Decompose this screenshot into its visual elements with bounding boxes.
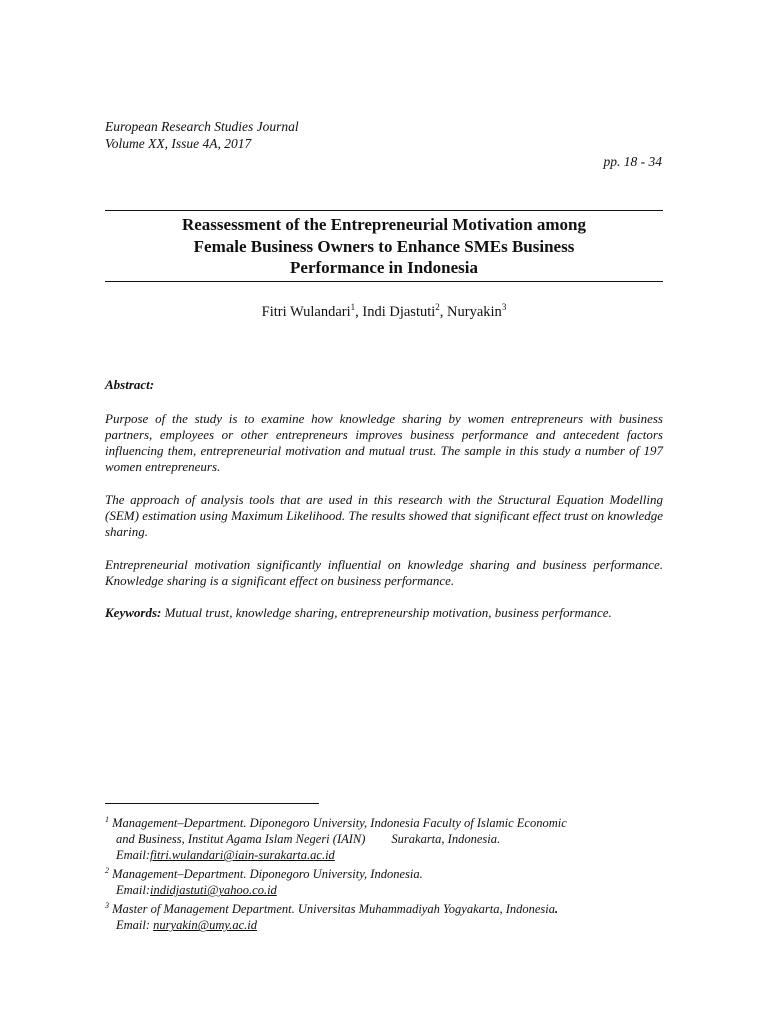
title-line-1: Reassessment of the Entrepreneurial Motivation among	[181, 215, 587, 234]
journal-volume: Volume XX, Issue 4A, 2017	[105, 136, 252, 151]
author-affiliation-mark: 2	[435, 302, 440, 312]
keywords-label: Keywords:	[105, 605, 162, 620]
abstract-paragraph-purpose: Purpose of the study is to examine how knowledge sharing by women entrepreneurs with business partners, employees or other entrepreneurs improves business performance and antecedent factors influencing them, entrepreneurial motivation and mutual trust. The sample in this study a number of 197 women entrepreneurs.	[105, 411, 663, 474]
footnotes	[105, 812, 665, 933]
title-line-3: Performance in Indonesia	[290, 258, 478, 277]
author-affiliation-mark: 3	[501, 302, 507, 312]
page-range: pp. 18 - 34	[603, 154, 662, 169]
footnote-separator	[105, 803, 319, 804]
footnote-text: and Business, Institut Agama Islam Negeri (IAIN)	[116, 832, 366, 847]
footnote-1	[105, 812, 665, 863]
author-affiliation-mark: 1	[350, 302, 356, 312]
footnote-text: Management–Department. Diponegoro University, Indonesia.	[109, 867, 423, 882]
keywords-list: Mutual trust, knowledge sharing, entrepreneurship motivation, business performance.	[161, 605, 612, 620]
abstract-paragraph-findings: Entrepreneurial motivation significantly influential on knowledge sharing and business performance. Knowledge sharing is a significant effect on business performance.	[105, 557, 663, 588]
email-link[interactable]: indidjastuti@yahoo.co.id	[150, 883, 277, 898]
author-name: Indi Djastuti	[362, 303, 436, 320]
footnote-mark: 1	[105, 815, 109, 824]
footnote-text: Management–Department. Diponegoro University, Indonesia Faculty of Islamic Economic	[109, 816, 567, 831]
footnote-text: .	[555, 902, 559, 917]
abstract-heading: Abstract:	[105, 377, 155, 392]
email-label: Email:	[116, 883, 151, 898]
email-label: Email:	[116, 848, 151, 863]
journal-name: European Research Studies Journal	[105, 119, 299, 134]
abstract-paragraph-approach: The approach of analysis tools that are used in this research with the Structural Equation Modelling (SEM) estimation using Maximum Likelihood. The results showed that significant effect trust on knowledge sharing.	[105, 492, 663, 539]
footnote-mark: 3	[105, 901, 109, 911]
email-link[interactable]: nuryakin@umy.ac.id	[153, 918, 257, 933]
email-label: Email:	[116, 918, 154, 933]
author-list: Fitri Wulandari$^1$, Indi Djastuti$^2$, Nuryakin$^3$	[261, 302, 507, 320]
author-name: Nuryakin	[447, 303, 502, 320]
footnote-2	[105, 863, 665, 898]
title-bottom-rule	[105, 281, 663, 282]
footnote-3	[105, 898, 665, 933]
footnote-mark: 2	[105, 866, 109, 876]
journal-header	[105, 118, 299, 152]
footnote-text: Surakarta, Indonesia.	[391, 832, 501, 847]
title-top-rule	[105, 210, 663, 211]
keywords	[105, 605, 663, 621]
author-name: Fitri Wulandari	[261, 303, 351, 320]
footnote-text: Master of Management Department. Universitas Muhammadiyah Yogyakarta, Indonesia	[109, 902, 556, 917]
title-line-2: Female Business Owners to Enhance SMEs Business	[193, 236, 575, 256]
email-link[interactable]: fitri.wulandari@iain-surakarta.ac.id	[150, 848, 335, 863]
paper-title	[105, 214, 663, 279]
